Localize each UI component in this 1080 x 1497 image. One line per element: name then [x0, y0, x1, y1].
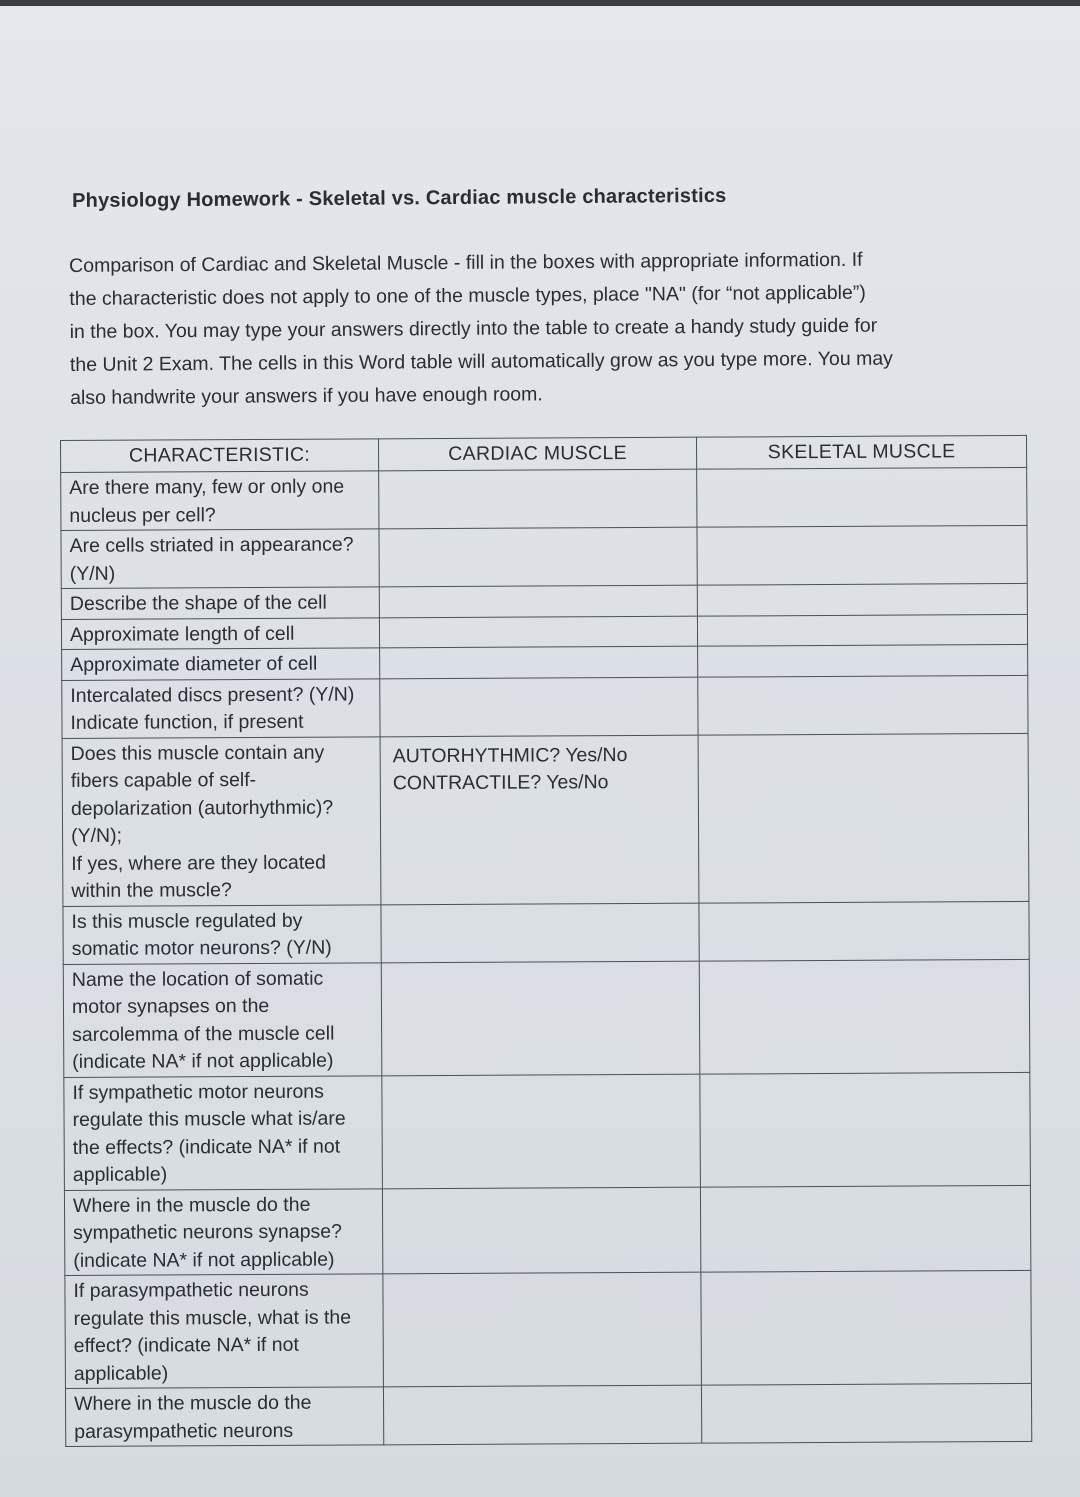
question-text: If yes, where are they located within the muscle? — [71, 851, 326, 902]
cardiac-answer-cell[interactable] — [379, 469, 697, 529]
characteristic-question — [61, 471, 379, 531]
question-text: Where in the muscle do the sympathetic neurons synapse? (indicate NA* if not applicable) — [72, 1193, 343, 1272]
skeletal-answer-cell[interactable] — [701, 1270, 1032, 1385]
table-row — [61, 467, 1027, 530]
characteristic-question — [61, 617, 379, 649]
question-text: Intercalated discs present? (Y/N) Indicate function, if present — [70, 682, 355, 734]
characteristic-question — [65, 1274, 384, 1389]
cardiac-answer-cell[interactable] — [381, 903, 699, 963]
skeletal-answer-cell[interactable] — [697, 614, 1027, 646]
table-row — [62, 644, 1028, 680]
characteristic-question — [64, 1075, 383, 1190]
table-body — [61, 467, 1032, 1446]
cardiac-answer-cell[interactable] — [380, 677, 698, 737]
document-title: Physiology Homework - Skeletal vs. Cardiac muscle characteristics — [72, 184, 727, 212]
intro-line: in the box. You may type your answers directly into the table to create a handy study guide for — [69, 314, 878, 343]
table-header-row — [61, 435, 1027, 472]
characteristic-question — [64, 1188, 382, 1275]
cardiac-answer-cell[interactable] — [379, 585, 697, 617]
question-text: Approximate diameter of cell — [70, 652, 318, 676]
cardiac-prompt-text: CONTRACTILE? Yes/No — [392, 771, 609, 795]
table-row — [65, 1383, 1031, 1446]
intro-line: the Unit 2 Exam. The cells in this Word table will automatically grow as you type more. You may — [69, 347, 893, 376]
intro-line: the characteristic does not apply to one of the muscle types, place "NA" (for “not applicable”) — [69, 281, 866, 310]
cardiac-answer-cell[interactable] — [382, 1187, 700, 1274]
skeletal-answer-cell[interactable] — [697, 525, 1027, 585]
table-row — [62, 733, 1029, 906]
cardiac-answer-cell[interactable] — [381, 961, 700, 1076]
table-row — [64, 1185, 1030, 1276]
skeletal-answer-cell[interactable] — [698, 644, 1028, 676]
intro-line: also handwrite your answers if you have enough room. — [70, 383, 543, 409]
characteristic-question — [61, 587, 379, 619]
table-row — [61, 525, 1027, 588]
table-row — [61, 583, 1027, 619]
characteristic-question — [63, 962, 382, 1077]
header-cardiac-muscle: CARDIAC MUSCLE — [378, 437, 696, 471]
intro-line: Comparison of Cardiac and Skeletal Muscle - fill in the boxes with appropriate information. If — [69, 248, 863, 277]
skeletal-answer-cell[interactable] — [697, 467, 1027, 527]
cardiac-answer-cell[interactable] — [380, 735, 699, 905]
table-row — [61, 614, 1027, 650]
intro-paragraph — [69, 242, 1030, 415]
skeletal-answer-cell[interactable] — [699, 959, 1030, 1074]
question-text: Are cells striated in appearance? (Y/N) — [69, 533, 354, 585]
skeletal-answer-cell[interactable] — [700, 1185, 1030, 1272]
table-row — [63, 959, 1030, 1077]
table-row — [62, 675, 1028, 738]
skeletal-answer-cell[interactable] — [700, 1072, 1031, 1187]
cardiac-answer-cell[interactable] — [379, 616, 697, 648]
table-row — [64, 1072, 1031, 1190]
table-row — [65, 1270, 1032, 1388]
comparison-table-container — [60, 435, 1031, 1447]
cardiac-answer-cell[interactable] — [383, 1272, 702, 1387]
question-text: Where in the muscle do the parasympathetic neurons — [73, 1391, 312, 1443]
characteristic-question — [62, 648, 380, 680]
characteristic-question — [61, 529, 379, 589]
question-text: If parasympathetic neurons regulate this muscle, what is the effect? (indicate NA* if not applicable) — [73, 1278, 352, 1385]
table-row — [63, 901, 1029, 964]
skeletal-answer-cell[interactable] — [698, 675, 1028, 735]
comparison-table — [60, 435, 1032, 1447]
question-text: Name the location of somatic motor synapses on the sarcolemma of the muscle cell (indicate NA* if not applicable) — [71, 967, 335, 1073]
question-text: Approximate length of cell — [69, 622, 295, 646]
skeletal-answer-cell[interactable] — [697, 583, 1027, 615]
characteristic-question — [63, 904, 381, 964]
skeletal-answer-cell[interactable] — [701, 1383, 1031, 1443]
cardiac-answer-cell[interactable] — [380, 646, 698, 678]
characteristic-question — [62, 678, 380, 738]
question-text: Does this muscle contain any fibers capable of self-depolarization (autorhythmic)? (Y/N); — [70, 741, 334, 847]
question-text: If sympathetic motor neurons regulate this muscle what is/are the effects? (indicate NA* if not applicable) — [72, 1080, 346, 1186]
characteristic-question — [62, 736, 381, 906]
cardiac-answer-cell[interactable] — [383, 1385, 701, 1445]
characteristic-question — [65, 1387, 383, 1447]
question-text: Is this muscle regulated by somatic motor neurons? (Y/N) — [71, 909, 332, 960]
question-text: Describe the shape of the cell — [69, 591, 327, 615]
skeletal-answer-cell[interactable] — [698, 733, 1029, 903]
cardiac-answer-cell[interactable] — [379, 527, 697, 587]
header-skeletal-muscle: SKELETAL MUSCLE — [696, 435, 1026, 469]
question-text: Are there many, few or only one nucleus per cell? — [69, 475, 345, 527]
cardiac-prompt-text: AUTORHYTHMIC? Yes/No — [392, 743, 628, 767]
cardiac-answer-cell[interactable] — [382, 1074, 701, 1189]
skeletal-answer-cell[interactable] — [699, 901, 1029, 961]
header-characteristic: CHARACTERISTIC: — [61, 439, 379, 473]
